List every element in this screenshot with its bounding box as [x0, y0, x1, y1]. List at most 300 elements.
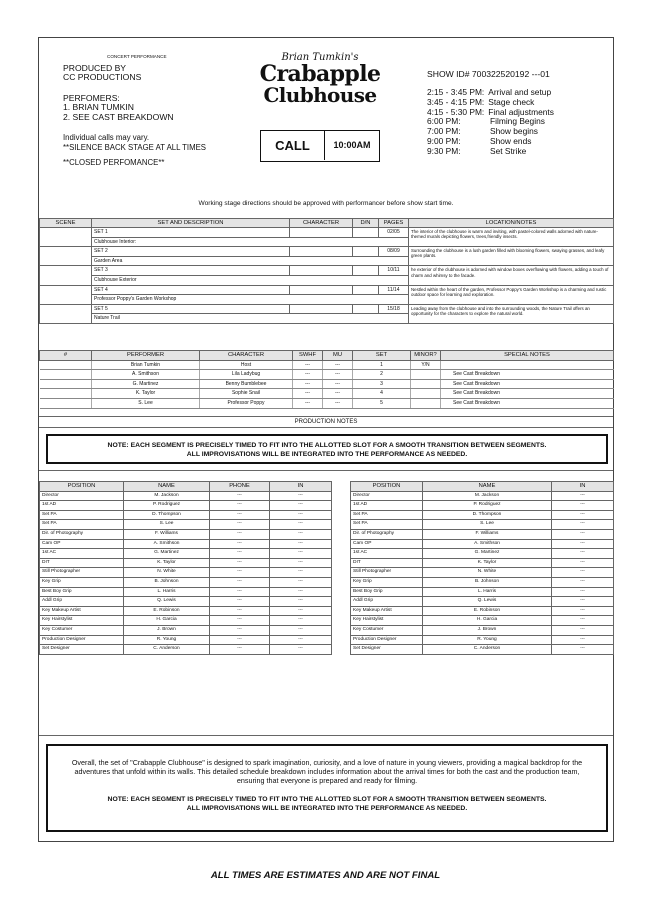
- schedule-time: 9:00 PM:: [427, 135, 461, 146]
- call-time: 10:00AM: [333, 140, 371, 150]
- crew-right-col-position: POSITION: [351, 482, 423, 492]
- name-cell: K. Taylor: [124, 558, 210, 568]
- perf-notes-cell: See Cast Breakdown: [441, 379, 614, 389]
- in-cell: ---: [552, 635, 614, 645]
- position-cell: DIT: [40, 558, 124, 568]
- table-row: [40, 587, 332, 597]
- position-cell: Key Makeup Artist: [351, 606, 423, 616]
- perf-set-cell: 5: [353, 398, 411, 408]
- in-cell: ---: [552, 616, 614, 626]
- in-cell: ---: [270, 597, 332, 607]
- perf-character-cell: Lila Ladybug: [200, 370, 293, 380]
- name-cell: S. Lee: [124, 520, 210, 530]
- perf-minor-cell: [411, 370, 441, 380]
- divider: [39, 735, 613, 736]
- schedule-list: [427, 88, 607, 157]
- table-row: [40, 370, 614, 380]
- phone-cell: ---: [210, 645, 270, 655]
- position-cell: Key Hairstylist: [40, 616, 124, 626]
- perf-set-cell: 3: [353, 379, 411, 389]
- phone-cell: ---: [210, 510, 270, 520]
- table-row: [40, 616, 332, 626]
- name-cell: R. Young: [124, 635, 210, 645]
- table-row: [40, 606, 332, 616]
- phone-cell: ---: [210, 501, 270, 511]
- name-cell: Q. Lewis: [423, 597, 552, 607]
- perf-character-cell: Host: [200, 360, 293, 370]
- position-cell: Set PA: [40, 510, 124, 520]
- name-cell: D. Thompson: [124, 510, 210, 520]
- perf-mu-cell: ---: [323, 398, 353, 408]
- table-row: [40, 549, 332, 559]
- in-cell: ---: [270, 520, 332, 530]
- position-cell: Director: [351, 491, 423, 501]
- name-cell: G. Martinez: [124, 549, 210, 559]
- perf-mu-cell: ---: [323, 379, 353, 389]
- pages-cell: 11/14: [379, 285, 409, 295]
- in-cell: ---: [552, 558, 614, 568]
- position-cell: Key Makeup Artist: [40, 606, 124, 616]
- performers-label: PERFOMERS:: [63, 93, 120, 103]
- segment-note-line-1: NOTE: EACH SEGMENT IS PRECISELY TIMED TO FIT INTO THE ALLOTTED SLOT FOR A SMOOTH TRANSITION BETWEEN SEGMENTS.: [107, 442, 547, 449]
- position-cell: Still Photographer: [351, 568, 423, 578]
- table-row: [40, 510, 332, 520]
- position-cell: Set PA: [351, 510, 423, 520]
- location-notes-cell: Leading away from the clubhouse and into the surrounding woods, the Nature Trail offers an opportunity for the characters to explore the natural world.: [409, 304, 614, 323]
- table-row: [40, 247, 614, 257]
- name-cell: C. Anderson: [124, 645, 210, 655]
- table-row: [351, 529, 614, 539]
- logo-script: Brian Tumkin's: [281, 52, 359, 63]
- table-row: [351, 558, 614, 568]
- crew-table-right: [350, 481, 614, 655]
- character-cell: [290, 266, 353, 276]
- perf-performer-cell: S. Lee: [92, 398, 200, 408]
- schedule-row: [427, 147, 607, 157]
- producer-name: CC PRODUCTIONS: [63, 72, 142, 82]
- summary-note-line-2: ALL IMPROVISATIONS WILL BE INTEGRATED INTO THE PERFORMANCE AS NEEDED.: [186, 804, 468, 812]
- in-cell: ---: [552, 549, 614, 559]
- in-cell: ---: [270, 549, 332, 559]
- notice-silence: **SILENCE BACK STAGE AT ALL TIMES: [63, 143, 206, 152]
- name-cell: A. Smithson: [124, 539, 210, 549]
- position-cell: Set Designer: [351, 645, 423, 655]
- position-cell: Cam OP: [40, 539, 124, 549]
- summary-text: Overall, the set of "Crabapple Clubhouse" is designed to spark imagination, curiosity, and a love of nature in young viewers, providing a magical backdrop for the adventures that unfold within its walls. This detailed schedule breakdown includes information about the arrival times for both the cast and the production team, ensuring that everyone is prepared and ready for filming.: [71, 758, 583, 786]
- phone-cell: ---: [210, 529, 270, 539]
- table-row: [351, 616, 614, 626]
- crew-right-col-in: IN: [552, 482, 614, 492]
- schedule-event: Show ends: [490, 135, 532, 146]
- position-cell: Set Designer: [40, 645, 124, 655]
- name-cell: F. Williams: [423, 529, 552, 539]
- phone-cell: ---: [210, 606, 270, 616]
- name-cell: H. Garcia: [124, 616, 210, 626]
- position-cell: Addl Grip: [351, 597, 423, 607]
- dn-cell: [353, 247, 379, 257]
- position-cell: 1st AD: [40, 501, 124, 511]
- in-cell: ---: [552, 568, 614, 578]
- performer-table: [39, 350, 614, 409]
- scene-col-pages: PAGES: [379, 219, 409, 228]
- show-id: SHOW ID# 700322520192 ---01: [427, 69, 550, 79]
- perf-col-num: #: [40, 351, 92, 361]
- perf-col-minor: MINOR?: [411, 351, 441, 361]
- table-row: [40, 228, 614, 238]
- perf-set-cell: 2: [353, 370, 411, 380]
- position-cell: Still Photographer: [40, 568, 124, 578]
- perf-num-cell: [40, 370, 92, 380]
- perf-notes-cell: [441, 360, 614, 370]
- table-row: [40, 597, 332, 607]
- scene-cell: [40, 228, 92, 247]
- perf-swhf-cell: ---: [293, 389, 323, 399]
- dn-cell: [353, 285, 379, 295]
- in-cell: ---: [552, 645, 614, 655]
- in-cell: ---: [270, 625, 332, 635]
- position-cell: Set PA: [351, 520, 423, 530]
- description-cell: Clubhouse Interior:: [92, 237, 409, 247]
- schedule-event: Set Strike: [490, 145, 527, 156]
- scene-cell: [40, 304, 92, 323]
- position-cell: Key Costumer: [351, 625, 423, 635]
- schedule-time: 4:15 - 5:30 PM:: [427, 106, 485, 117]
- phone-cell: ---: [210, 549, 270, 559]
- in-cell: ---: [270, 568, 332, 578]
- perf-character-cell: Professor Poppy: [200, 398, 293, 408]
- name-cell: E. Robinson: [124, 606, 210, 616]
- pages-cell: 02/05: [379, 228, 409, 238]
- scene-cell: [40, 266, 92, 285]
- table-row: [351, 597, 614, 607]
- table-row: [351, 625, 614, 635]
- location-notes-cell: he exterior of the clubhouse is adorned with window boxes overflowing with flowers, adding a touch of charm and whimsy to the facade.: [409, 266, 614, 285]
- position-cell: Set PA: [40, 520, 124, 530]
- in-cell: ---: [270, 635, 332, 645]
- crew-left-col-phone: PHONE: [210, 482, 270, 492]
- call-box: [260, 130, 380, 162]
- phone-cell: ---: [210, 539, 270, 549]
- phone-cell: ---: [210, 520, 270, 530]
- in-cell: ---: [270, 616, 332, 626]
- in-cell: ---: [270, 529, 332, 539]
- crew-left-col-position: POSITION: [40, 482, 124, 492]
- name-cell: G. Martinez: [423, 549, 552, 559]
- scene-col-location: LOCATION/NOTES: [409, 219, 614, 228]
- perf-notes-cell: See Cast Breakdown: [441, 389, 614, 399]
- position-cell: Addl Grip: [40, 597, 124, 607]
- position-cell: Best Boy Grip: [351, 587, 423, 597]
- table-row: [351, 549, 614, 559]
- pages-cell: 10/11: [379, 266, 409, 276]
- table-row: [351, 606, 614, 616]
- pages-cell: 08/09: [379, 247, 409, 257]
- table-row: [40, 625, 332, 635]
- table-row: [351, 501, 614, 511]
- position-cell: Key Hairstylist: [351, 616, 423, 626]
- crew-table-left: [39, 481, 332, 655]
- description-cell: Clubhouse Exterior: [92, 275, 409, 285]
- perf-col-swhf: SWHF: [293, 351, 323, 361]
- perf-minor-cell: Y/N: [411, 360, 441, 370]
- perf-mu-cell: ---: [323, 389, 353, 399]
- name-cell: Q. Lewis: [124, 597, 210, 607]
- table-row: [351, 491, 614, 501]
- table-row: [40, 529, 332, 539]
- position-cell: Production Designer: [351, 635, 423, 645]
- perf-notes-cell: See Cast Breakdown: [441, 370, 614, 380]
- performer-line-2: 2. SEE CAST BREAKDOWN: [63, 112, 174, 122]
- in-cell: ---: [552, 491, 614, 501]
- in-cell: ---: [270, 558, 332, 568]
- schedule-event: Stage check: [488, 96, 535, 107]
- in-cell: ---: [270, 645, 332, 655]
- set-cell: SET 1: [92, 228, 290, 238]
- in-cell: ---: [552, 529, 614, 539]
- position-cell: Production Designer: [40, 635, 124, 645]
- position-cell: Dir. of Photography: [40, 529, 124, 539]
- table-row: [40, 491, 332, 501]
- footer-disclaimer: ALL TIMES ARE ESTIMATES AND ARE NOT FINAL: [210, 870, 441, 881]
- table-row: [40, 645, 332, 655]
- name-cell: F. Williams: [124, 529, 210, 539]
- perf-notes-cell: See Cast Breakdown: [441, 398, 614, 408]
- performer-line-1: 1. BRIAN TUMKIN: [63, 102, 134, 112]
- table-row: [351, 510, 614, 520]
- name-cell: J. Brown: [124, 625, 210, 635]
- scene-header-row: [40, 219, 614, 228]
- in-cell: ---: [270, 501, 332, 511]
- position-cell: 1st AC: [351, 549, 423, 559]
- name-cell: J. Brown: [423, 625, 552, 635]
- position-cell: Key Grip: [351, 577, 423, 587]
- phone-cell: ---: [210, 635, 270, 645]
- in-cell: ---: [270, 606, 332, 616]
- crew-left-col-in: IN: [270, 482, 332, 492]
- schedule-event: Show begins: [490, 126, 538, 137]
- in-cell: ---: [552, 606, 614, 616]
- position-cell: 1st AD: [351, 501, 423, 511]
- position-cell: 1st AC: [40, 549, 124, 559]
- table-row: [40, 501, 332, 511]
- name-cell: S. Lee: [423, 520, 552, 530]
- name-cell: P. Rodriguez: [423, 501, 552, 511]
- show-logo: [245, 52, 395, 105]
- scene-col-set: SET AND DESCRIPTION: [92, 219, 290, 228]
- schedule-time: 6:00 PM:: [427, 116, 461, 127]
- table-row: [351, 520, 614, 530]
- perf-mu-cell: ---: [323, 360, 353, 370]
- scene-col-scene: SCENE: [40, 219, 92, 228]
- dn-cell: [353, 228, 379, 238]
- in-cell: ---: [552, 625, 614, 635]
- perf-performer-cell: K. Taylor: [92, 389, 200, 399]
- perf-col-mu: MU: [323, 351, 353, 361]
- character-cell: [290, 247, 353, 257]
- in-cell: ---: [270, 539, 332, 549]
- perf-num-cell: [40, 389, 92, 399]
- in-cell: ---: [270, 491, 332, 501]
- table-row: [40, 389, 614, 399]
- production-notes-label: PRODUCTION NOTES: [294, 419, 358, 425]
- pages-cell: 15/18: [379, 304, 409, 314]
- crew-right-header-row: [351, 482, 614, 492]
- schedule-event: Arrival and setup: [488, 87, 552, 97]
- schedule-time: 3:45 - 4:15 PM:: [427, 96, 485, 107]
- perf-col-performer: PERFORMER: [92, 351, 200, 361]
- perf-minor-cell: [411, 379, 441, 389]
- table-row: [40, 520, 332, 530]
- in-cell: ---: [270, 577, 332, 587]
- notice-calls: Individual calls may vary.: [63, 133, 150, 142]
- segment-note-line-2: ALL IMPROVISATIONS WILL BE INTEGRATED INTO THE PERFORMANCE AS NEEDED.: [186, 451, 468, 458]
- position-cell: Dir. of Photography: [351, 529, 423, 539]
- in-cell: ---: [552, 587, 614, 597]
- schedule-event: Filming Begins: [490, 116, 545, 127]
- in-cell: ---: [270, 587, 332, 597]
- scene-col-dn: D/N: [353, 219, 379, 228]
- concert-label: CONCERT PERFORMANCE: [107, 54, 167, 59]
- phone-cell: ---: [210, 587, 270, 597]
- perf-character-cell: Sophie Snail: [200, 389, 293, 399]
- name-cell: P. Rodriguez: [124, 501, 210, 511]
- phone-cell: ---: [210, 568, 270, 578]
- divider: [39, 427, 613, 428]
- character-cell: [290, 228, 353, 238]
- summary-note-line-1: NOTE: EACH SEGMENT IS PRECISELY TIMED TO FIT INTO THE ALLOTTED SLOT FOR A SMOOTH TRANSITION BETWEEN SEGMENTS.: [107, 795, 547, 803]
- perf-col-character: CHARACTER: [200, 351, 293, 361]
- table-row: [351, 635, 614, 645]
- name-cell: E. Robinson: [423, 606, 552, 616]
- dn-cell: [353, 266, 379, 276]
- table-row: [40, 558, 332, 568]
- perf-col-set: SET: [353, 351, 411, 361]
- table-row: [351, 568, 614, 578]
- character-cell: [290, 285, 353, 295]
- set-cell: SET 4: [92, 285, 290, 295]
- perf-set-cell: 1: [353, 360, 411, 370]
- schedule-time: 2:15 - 3:45 PM:: [427, 87, 485, 97]
- perf-swhf-cell: ---: [293, 398, 323, 408]
- schedule-event: Final adjustments: [488, 106, 554, 117]
- phone-cell: ---: [210, 558, 270, 568]
- scene-table: [39, 218, 614, 324]
- position-cell: Key Grip: [40, 577, 124, 587]
- table-row: [40, 398, 614, 408]
- in-cell: ---: [552, 577, 614, 587]
- table-row: [351, 539, 614, 549]
- logo-title-1: Crabapple: [259, 61, 381, 87]
- divider: [39, 416, 613, 417]
- table-row: [351, 645, 614, 655]
- crew-left-col-name: NAME: [124, 482, 210, 492]
- table-row: [40, 635, 332, 645]
- phone-cell: ---: [210, 625, 270, 635]
- schedule-time: 9:30 PM:: [427, 145, 461, 156]
- position-cell: Cam OP: [351, 539, 423, 549]
- perf-character-cell: Benny Bumblebee: [200, 379, 293, 389]
- location-notes-cell: Nestled within the heart of the garden, Professor Poppy's Garden Workshop is a charming and rustic outdoor space for learning and exploration.: [409, 285, 614, 304]
- perf-swhf-cell: ---: [293, 370, 323, 380]
- in-cell: ---: [552, 510, 614, 520]
- name-cell: A. Smithson: [423, 539, 552, 549]
- stage-note: Working stage directions should be approved with performancer before show start time.: [198, 200, 454, 207]
- schedule-time: 7:00 PM:: [427, 126, 461, 137]
- name-cell: H. Garcia: [423, 616, 552, 626]
- call-label: CALL: [261, 131, 325, 160]
- perf-num-cell: [40, 360, 92, 370]
- notice-closed: **CLOSED PERFOMANCE**: [63, 158, 165, 167]
- name-cell: M. Jackson: [423, 491, 552, 501]
- table-row: [40, 304, 614, 314]
- set-cell: SET 5: [92, 304, 290, 314]
- name-cell: C. Anderson: [423, 645, 552, 655]
- phone-cell: ---: [210, 597, 270, 607]
- dn-cell: [353, 304, 379, 314]
- table-row: [351, 577, 614, 587]
- scene-cell: [40, 285, 92, 304]
- performer-header-row: [40, 351, 614, 361]
- table-row: [351, 587, 614, 597]
- position-cell: DIT: [351, 558, 423, 568]
- perf-col-notes: SPECIAL NOTES: [441, 351, 614, 361]
- name-cell: N. White: [423, 568, 552, 578]
- location-notes-cell: The interior of the clubhouse is warm and inviting, with pastel-colored walls adorned with nature-themed murals depicting flowers, trees,friendly insects.: [409, 228, 614, 247]
- position-cell: Director: [40, 491, 124, 501]
- segment-note-box: [46, 434, 608, 464]
- table-row: [40, 360, 614, 370]
- table-row: [40, 379, 614, 389]
- in-cell: ---: [552, 539, 614, 549]
- perf-swhf-cell: ---: [293, 379, 323, 389]
- produced-by-label: PRODUCED BY: [63, 63, 127, 73]
- name-cell: M. Jackson: [124, 491, 210, 501]
- phone-cell: ---: [210, 616, 270, 626]
- table-row: [40, 285, 614, 295]
- table-row: [40, 577, 332, 587]
- name-cell: R. Young: [423, 635, 552, 645]
- table-row: [40, 266, 614, 276]
- crew-right-col-name: NAME: [423, 482, 552, 492]
- set-cell: SET 2: [92, 247, 290, 257]
- perf-mu-cell: ---: [323, 370, 353, 380]
- description-cell: Nature Trail: [92, 314, 409, 324]
- perf-performer-cell: A. Smithson: [92, 370, 200, 380]
- description-cell: Professor Poppy's Garden Workshop: [92, 295, 409, 305]
- character-cell: [290, 304, 353, 314]
- table-row: [40, 539, 332, 549]
- crew-left-header-row: [40, 482, 332, 492]
- divider: [39, 470, 613, 471]
- scene-col-character: CHARACTER: [290, 219, 353, 228]
- perf-num-cell: [40, 398, 92, 408]
- in-cell: ---: [552, 597, 614, 607]
- position-cell: Key Costumer: [40, 625, 124, 635]
- in-cell: ---: [270, 510, 332, 520]
- name-cell: B. Johnson: [423, 577, 552, 587]
- description-cell: Garden Area: [92, 256, 409, 266]
- location-notes-cell: Surrounding the clubhouse is a lush garden filled with blooming flowers, swaying grasses, and leafy green plants.: [409, 247, 614, 266]
- name-cell: L. Harris: [124, 587, 210, 597]
- name-cell: B. Johnson: [124, 577, 210, 587]
- phone-cell: ---: [210, 491, 270, 501]
- perf-swhf-cell: ---: [293, 360, 323, 370]
- in-cell: ---: [552, 501, 614, 511]
- name-cell: D. Thompson: [423, 510, 552, 520]
- perf-performer-cell: Brian Tumkin: [92, 360, 200, 370]
- summary-box: [46, 744, 608, 832]
- name-cell: K. Taylor: [423, 558, 552, 568]
